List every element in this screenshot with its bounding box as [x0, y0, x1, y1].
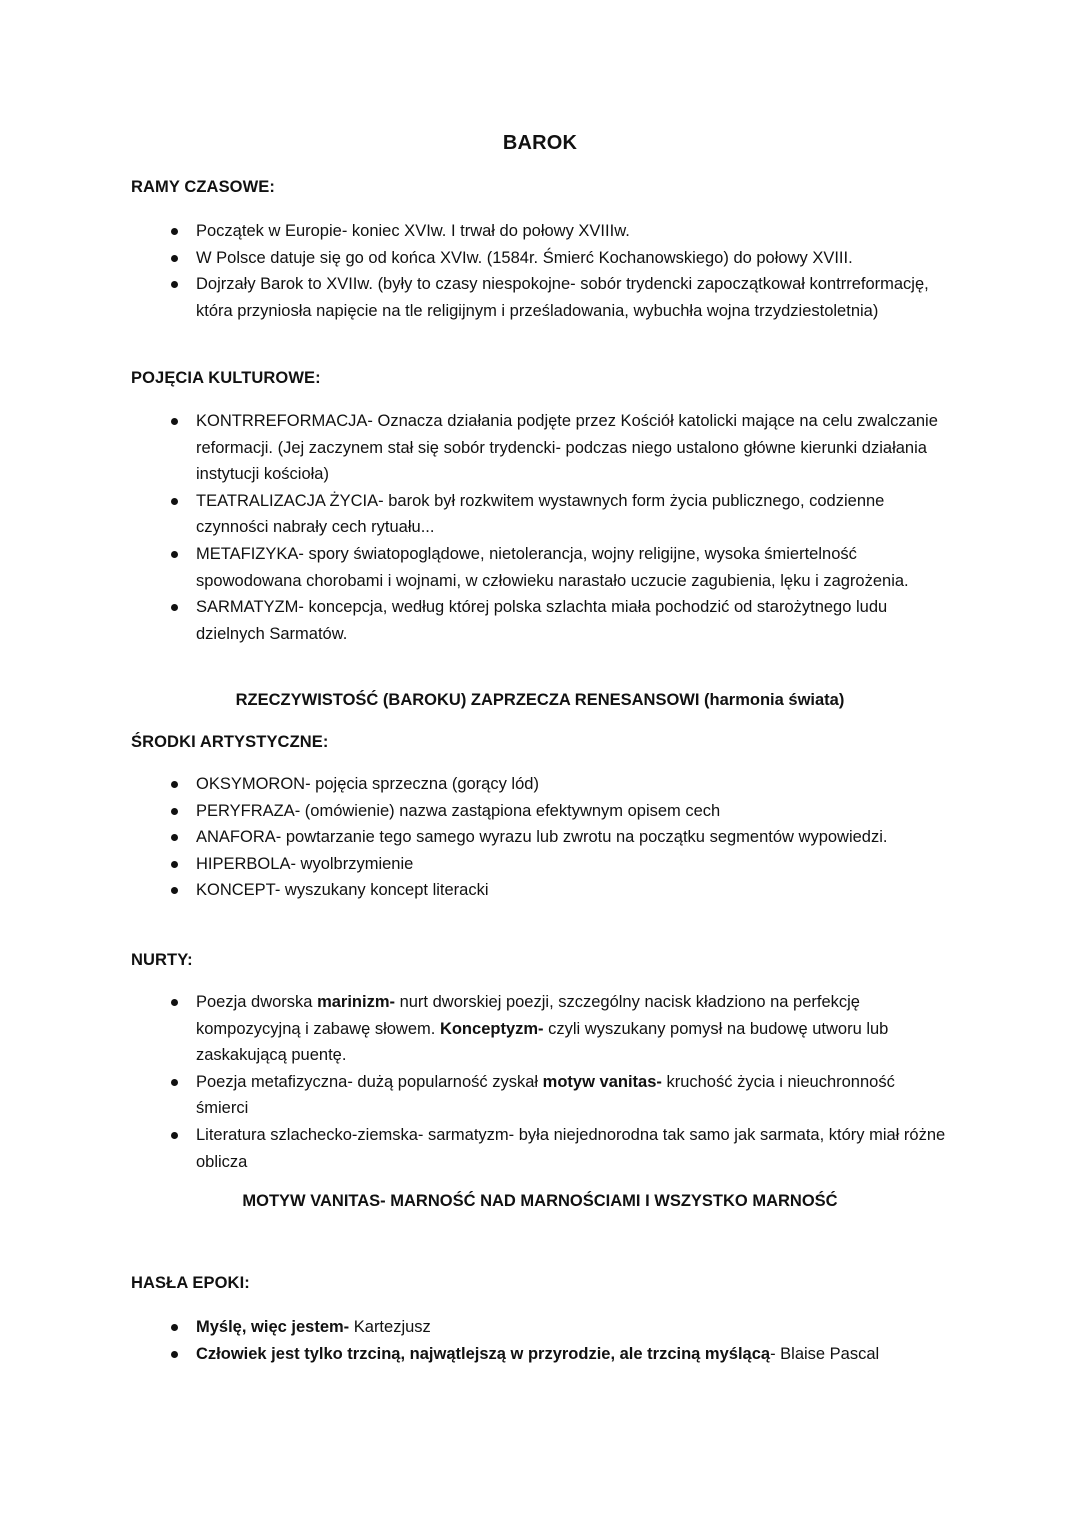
- list-item: TEATRALIZACJA ŻYCIA- barok był rozkwitem wystawnych form życia publicznego, codzienne czynności nabrały cech rytuału...: [0, 488, 1080, 541]
- list-item: PERYFRAZA- (omówienie) nazwa zastąpiona efektywnym opisem cech: [0, 798, 1080, 825]
- list-nurty: [0, 989, 1080, 1175]
- quote: Myślę, więc jestem-: [196, 1318, 350, 1336]
- section-heading-srodki: ŚRODKI ARTYSTYCZNE:: [131, 733, 329, 751]
- list-item: [0, 1069, 1080, 1122]
- text: czyli wyszukany pomysł na budowę utworu lub zaskakującą puentę.: [196, 1019, 889, 1065]
- list-item: OKSYMORON- pojęcia sprzeczna (gorący lód): [0, 771, 1080, 798]
- section-heading-nurty: NURTY:: [131, 951, 193, 969]
- section-heading-hasla: HASŁA EPOKI:: [131, 1274, 250, 1292]
- list-item: HIPERBOLA- wyolbrzymienie: [0, 851, 1080, 878]
- list-item: KONCEPT- wyszukany koncept literacki: [0, 877, 1080, 904]
- list-pojecia: [0, 408, 1080, 647]
- list-item: Literatura szlachecko-ziemska- sarmatyzm- była niejednorodna tak samo jak sarmata, który miał różne oblicza: [0, 1122, 1080, 1175]
- author: Kartezjusz: [349, 1318, 431, 1336]
- list-item: [0, 989, 1080, 1069]
- text: nurt dworskiej poezji, szczególny nacisk kładziono na perfekcję kompozycyjną i zabawę słowem.: [196, 993, 860, 1038]
- summary-nurty: MOTYW VANITAS- MARNOŚĆ NAD MARNOŚCIAMI I WSZYSTKO MARNOŚĆ: [242, 1192, 838, 1210]
- list-item: W Polsce datuje się go od końca XVIw. (1584r. Śmierć Kochanowskiego) do połowy XVIII.: [0, 245, 1080, 272]
- list-srodki: [0, 771, 1080, 904]
- list-item: Dojrzały Barok to XVIIw. (były to czasy niespokojne- sobór trydencki zapoczątkował kontrreformację, która przyniosła napięcie na tle religijnym i prześladowania, wybuchła wojna trzydziestoletnia): [0, 271, 1080, 324]
- list-item: SARMATYZM- koncepcja, według której polska szlachta miała pochodzić od starożytnego ludu dzielnych Sarmatów.: [0, 594, 1080, 647]
- list-item: [0, 1341, 1080, 1368]
- quote: Człowiek jest tylko trzciną, najwątlejszą w przyrodzie, ale trzciną myślącą: [196, 1344, 771, 1363]
- list-item: Początek w Europie- koniec XVIw. I trwał do połowy XVIIIw.: [0, 218, 1080, 245]
- text: Poezja metafizyczna- dużą popularność zyskał: [196, 1072, 543, 1091]
- summary-pojecia: RZECZYWISTOŚĆ (BAROKU) ZAPRZECZA RENESANSOWI (harmonia świata): [235, 691, 845, 709]
- page-title: BAROK: [502, 132, 578, 154]
- author: - Blaise Pascal: [770, 1344, 880, 1363]
- section-heading-pojecia: POJĘCIA KULTUROWE:: [131, 369, 321, 387]
- text: Poezja dworska: [196, 993, 318, 1011]
- list-item: METAFIZYKA- spory światopoglądowe, nietolerancja, wojny religijne, wysoka śmiertelność spowodowana chorobami i wojnami, w człowieku narastało uczucie zagubienia, lęku i zagrożenia.: [0, 541, 1080, 594]
- text: kruchość życia i nieuchronność śmierci: [196, 1072, 895, 1118]
- list-hasla: [0, 1314, 1080, 1367]
- list-item: [0, 1314, 1080, 1341]
- list-item: ANAFORA- powtarzanie tego samego wyrazu lub zwrotu na początku segmentów wypowiedzi.: [0, 824, 1080, 851]
- section-heading-ramy: RAMY CZASOWE:: [131, 178, 275, 196]
- list-ramy: [0, 218, 1080, 324]
- bold-term: Konceptyzm-: [439, 1019, 544, 1038]
- list-item: KONTRREFORMACJA- Oznacza działania podjęte przez Kościół katolicki mające na celu zwalczanie reformacji. (Jej zaczynem stał się sobór trydencki- podczas niego ustalono główne kierunki działania instytucji kościoła): [0, 408, 1080, 488]
- bold-term: marinizm-: [317, 993, 395, 1011]
- bold-term: motyw vanitas-: [542, 1072, 662, 1091]
